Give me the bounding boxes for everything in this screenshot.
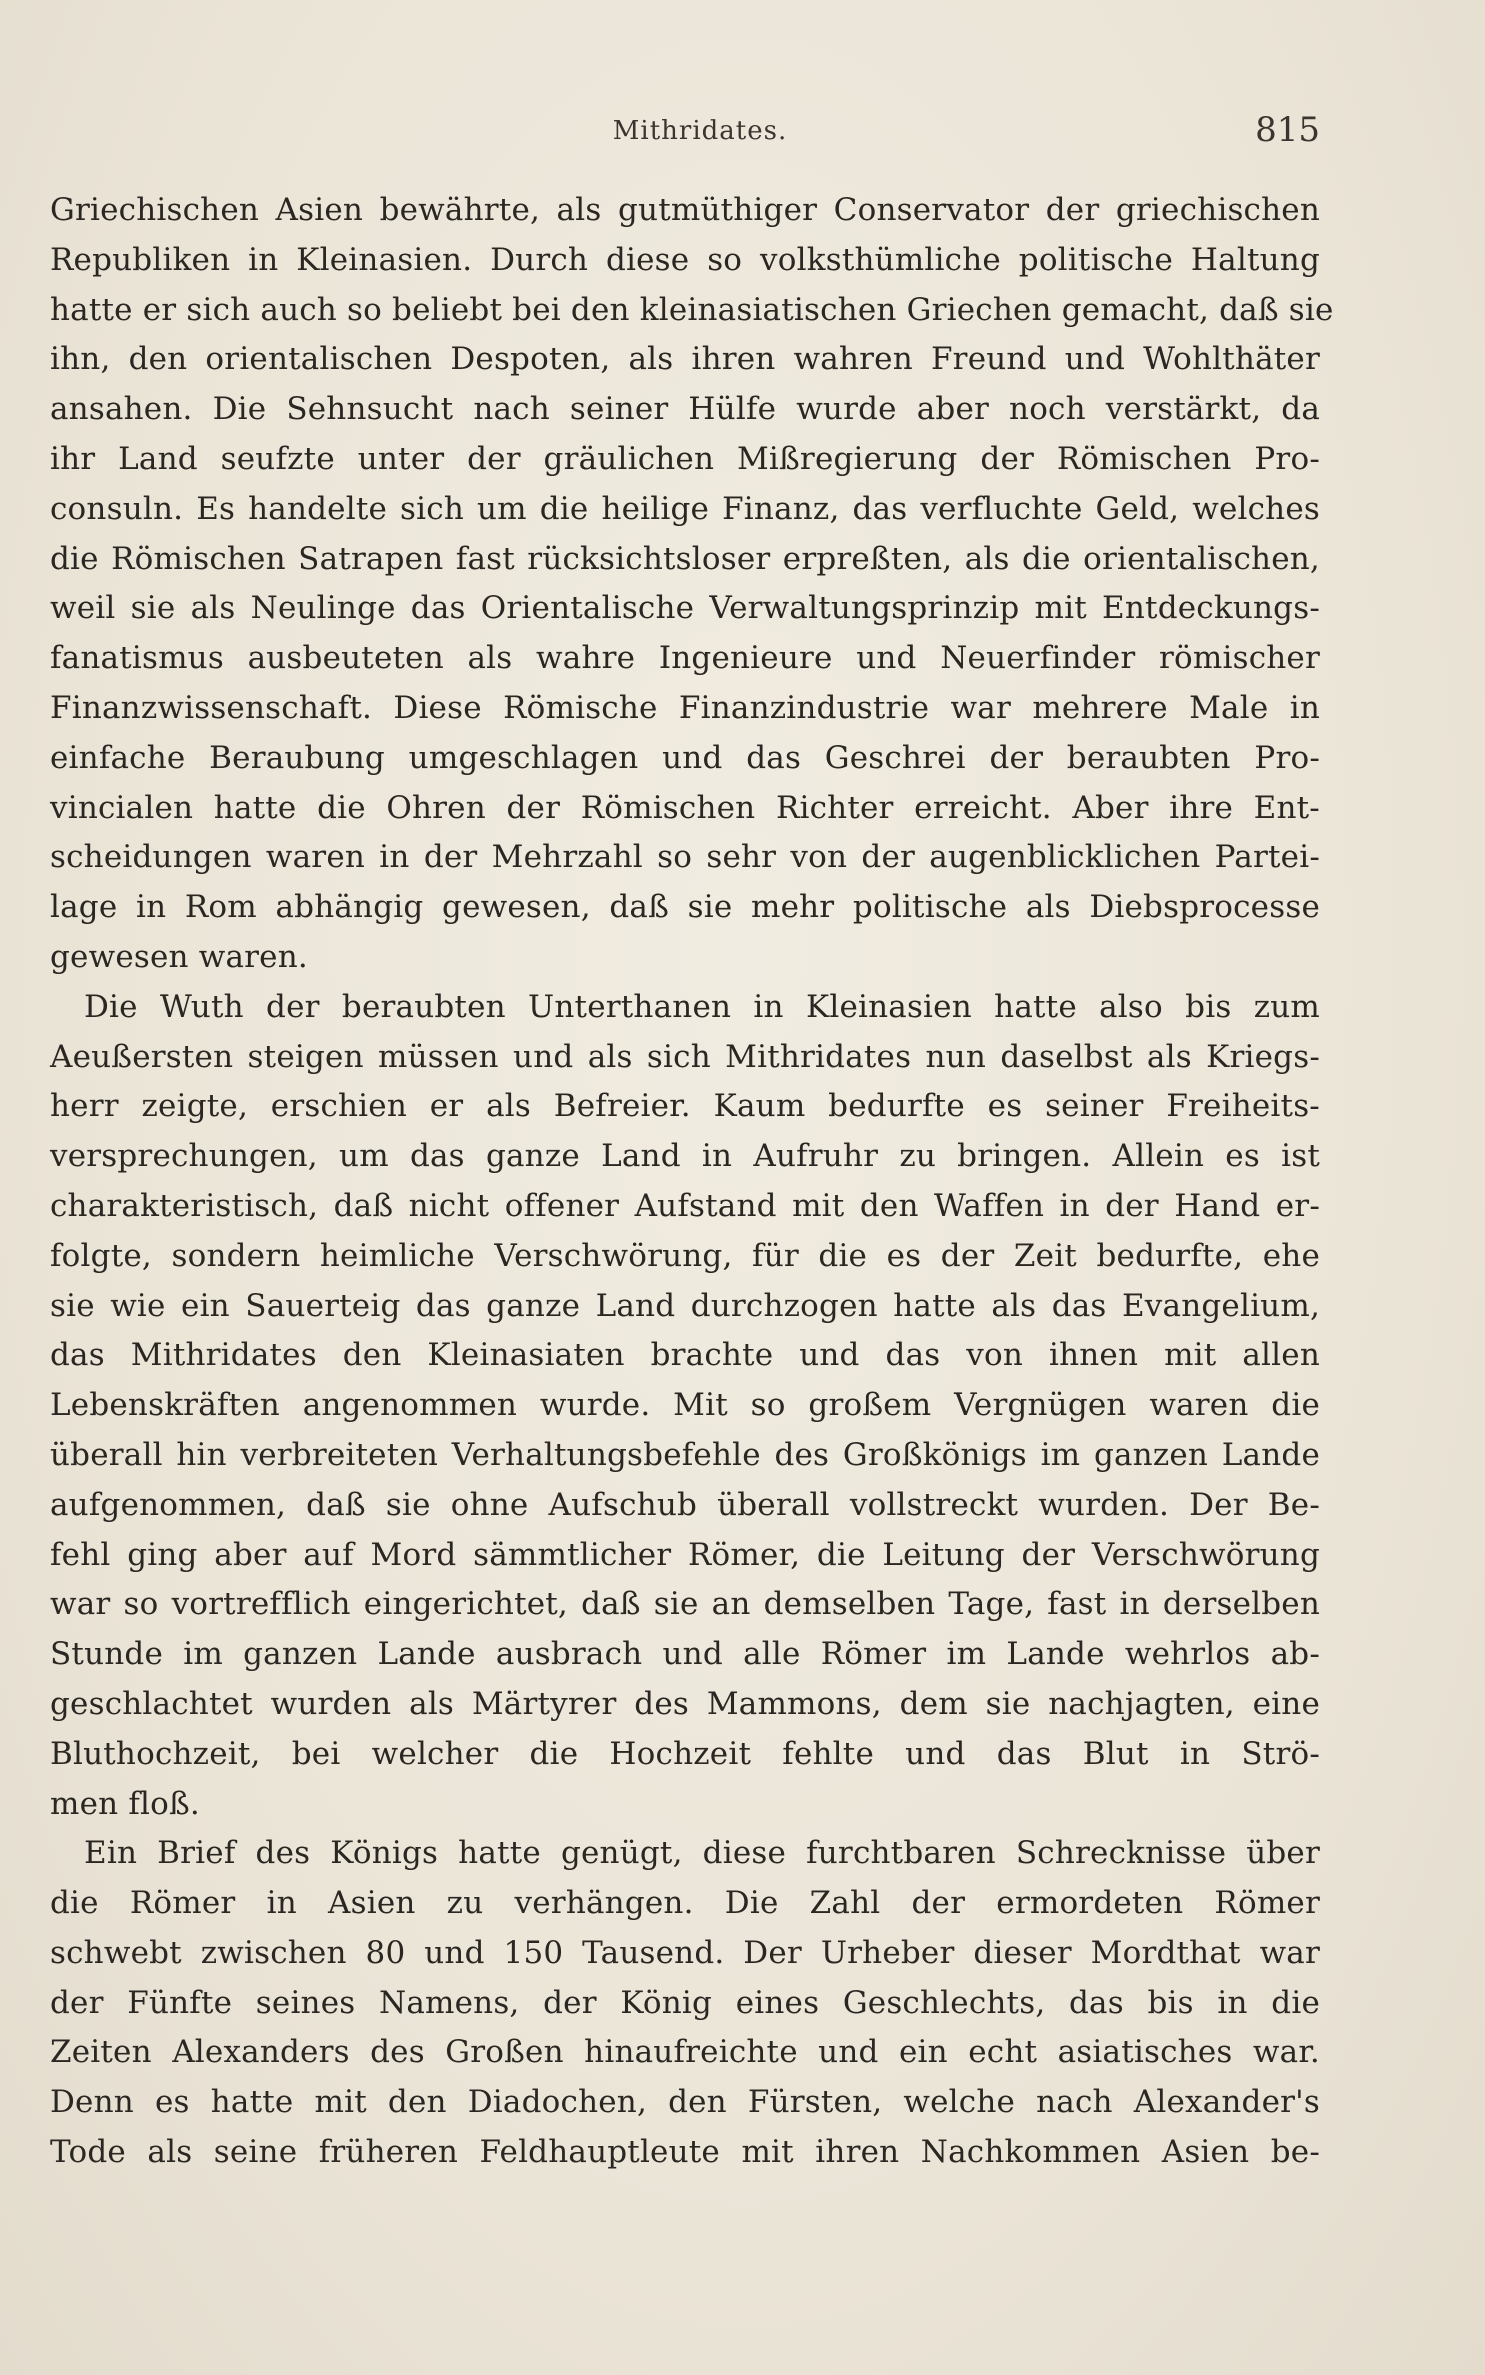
text-line: gewesen waren. (50, 938, 308, 975)
text-line: Finanzwissenschaft. Diese Römische Finanzindustrie war mehrere Male in (50, 689, 1320, 726)
text-line: Lebenskräften angenommen wurde. Mit so großem Vergnügen waren die (50, 1387, 1320, 1424)
text-line: scheidungen waren in der Mehrzahl so sehr von der augenblicklichen Partei- (50, 839, 1320, 876)
text-line: Zeiten Alexanders des Großen hinaufreichte und ein echt asiatisches war. (50, 2034, 1320, 2071)
running-head: Mithridates. (612, 116, 788, 146)
text-line: sie wie ein Sauerteig das ganze Land durchzogen hatte als das Evangelium, (50, 1287, 1320, 1324)
text-line: schwebt zwischen 80 und 150 Tausend. Der Urheber dieser Mordthat war (50, 1934, 1320, 1971)
text-line: fanatismus ausbeuteten als wahre Ingenieure und Neuerfinder römischer (50, 640, 1320, 677)
text-line: hatte er sich auch so beliebt bei den kleinasiatischen Griechen gemacht, daß sie (50, 291, 1334, 328)
text-line: Die Wuth der beraubten Unterthanen in Kleinasien hatte also bis zum (84, 988, 1320, 1025)
text-line: Denn es hatte mit den Diadochen, den Fürsten, welche nach Alexander's (50, 2084, 1320, 2121)
text-line: lage in Rom abhängig gewesen, daß sie mehr politische als Diebsprocesse (50, 889, 1320, 926)
text-line: vincialen hatte die Ohren der Römischen Richter erreicht. Aber ihre Ent- (50, 789, 1320, 826)
text-line: Stunde im ganzen Lande ausbrach und alle Römer im Lande wehrlos ab- (50, 1636, 1320, 1673)
text-line: Tode als seine früheren Feldhauptleute mit ihren Nachkommen Asien be- (50, 2134, 1320, 2171)
text-line: überall hin verbreiteten Verhaltungsbefehle des Großkönigs im ganzen Lande (50, 1436, 1320, 1473)
text-line: ansahen. Die Sehnsucht nach seiner Hülfe wurde aber noch verstärkt, da (50, 391, 1320, 428)
text-line: ihn, den orientalischen Despoten, als ihren wahren Freund und Wohlthäter (50, 341, 1320, 378)
text-line: das Mithridates den Kleinasiaten brachte und das von ihnen mit allen (50, 1337, 1320, 1374)
text-line: aufgenommen, daß sie ohne Aufschub überall vollstreckt wurden. Der Be- (50, 1486, 1320, 1523)
text-line: herr zeigte, erschien er als Befreier. Kaum bedurfte es seiner Freiheits- (50, 1088, 1320, 1125)
text-line: weil sie als Neulinge das Orientalische Verwaltungsprinzip mit Entdeckungs- (50, 590, 1320, 627)
paragraph-2 (50, 983, 1320, 1830)
text-line: Republiken in Kleinasien. Durch diese so volksthümliche politische Haltung (50, 241, 1320, 278)
text-line: einfache Beraubung umgeschlagen und das Geschrei der beraubten Pro- (50, 739, 1320, 776)
text-line: folgte, sondern heimliche Verschwörung, für die es der Zeit bedurfte, ehe (50, 1237, 1320, 1274)
text-line: geschlachtet wurden als Märtyrer des Mammons, dem sie nachjagten, eine (50, 1685, 1320, 1722)
text-line: charakteristisch, daß nicht offener Aufstand mit den Waffen in der Hand er- (50, 1187, 1320, 1224)
text-line: Aeußersten steigen müssen und als sich Mithridates nun daselbst als Kriegs- (50, 1038, 1320, 1075)
text-line: war so vortrefflich eingerichtet, daß sie an demselben Tage, fast in derselben (50, 1586, 1320, 1623)
text-line: ihr Land seufzte unter der gräulichen Mißregierung der Römischen Pro- (50, 440, 1320, 477)
text-line: Bluthochzeit, bei welcher die Hochzeit fehlte und das Blut in Strö- (50, 1735, 1320, 1772)
text-line: fehl ging aber auf Mord sämmtlicher Römer, die Leitung der Verschwörung (50, 1536, 1320, 1573)
text-line: versprechungen, um das ganze Land in Aufruhr zu bringen. Allein es ist (50, 1138, 1320, 1175)
text-line: Ein Brief des Königs hatte genügt, diese furchtbaren Schrecknisse über (84, 1835, 1320, 1872)
text-line: die Römischen Satrapen fast rücksichtsloser erpreßten, als die orientalischen, (50, 540, 1320, 577)
text-line: consuln. Es handelte sich um die heilige Finanz, das verfluchte Geld, welches (50, 490, 1320, 527)
page-number: 815 (1255, 110, 1320, 150)
text-line: die Römer in Asien zu verhängen. Die Zahl der ermordeten Römer (50, 1885, 1320, 1922)
text-line: Griechischen Asien bewährte, als gutmüthiger Conservator der griechischen (50, 192, 1320, 228)
text-line: der Fünfte seines Namens, der König eines Geschlechts, das bis in die (50, 1984, 1320, 2021)
paragraph-3 (50, 1829, 1320, 2178)
body-text (50, 186, 1334, 2178)
paragraph-1 (50, 186, 1334, 983)
text-line: men floß. (50, 1785, 200, 1822)
page-header (0, 110, 1485, 160)
